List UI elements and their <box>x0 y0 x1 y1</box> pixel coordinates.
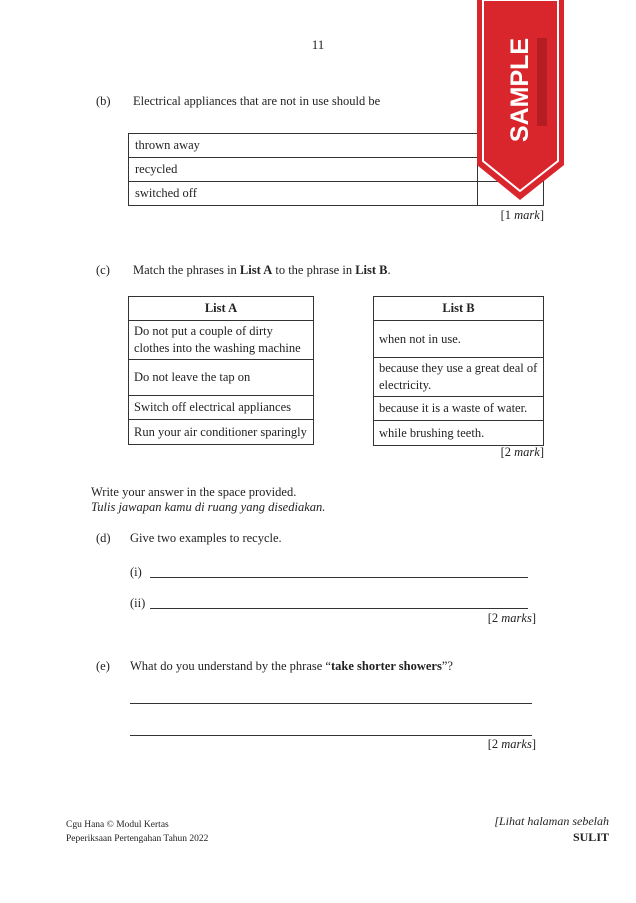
sample-text: SAMPLE <box>506 37 534 143</box>
list-a-table <box>128 296 314 445</box>
list-a-item[interactable]: Do not put a couple of dirty clothes into the washing machine <box>129 321 314 360</box>
sample-ribbon <box>475 0 566 200</box>
list-b-item[interactable]: while brushing teeth. <box>374 421 544 446</box>
list-b-item[interactable]: because it is a waste of water. <box>374 397 544 421</box>
question-b-text: Electrical appliances that are not in use should be <box>133 94 381 108</box>
question-e-text: What do you understand by the phrase “take shorter showers”? <box>130 659 453 673</box>
option-text: switched off <box>129 182 478 206</box>
instruction-malay: Tulis jawapan kamu di ruang yang disediakan. <box>91 500 326 514</box>
list-b-item[interactable]: because they use a great deal of electricity. <box>374 358 544 397</box>
list-a-header: List A <box>129 297 314 321</box>
question-b-label: (b) <box>96 94 111 108</box>
page-number: 11 <box>311 37 325 52</box>
list-a-item[interactable]: Run your air conditioner sparingly <box>129 420 314 445</box>
sample-ribbon-graphic <box>475 0 566 200</box>
question-d-sub-i: (i) <box>130 565 142 579</box>
instruction-english: Write your answer in the space provided. <box>91 485 297 499</box>
question-e-mark: [2 marks] <box>487 737 536 751</box>
footer-left <box>66 818 208 846</box>
list-a-item[interactable]: Switch off electrical appliances <box>129 396 314 420</box>
answer-line-d-i[interactable] <box>150 577 528 578</box>
list-a-item[interactable]: Do not leave the tap on <box>129 360 314 396</box>
answer-line-d-ii[interactable] <box>150 608 528 609</box>
footer-author: Cgu Hana © Modul Kertas <box>66 820 169 830</box>
question-d-mark: [2 marks] <box>487 611 536 625</box>
option-text: recycled <box>129 158 478 182</box>
answer-line-e-1[interactable] <box>130 703 532 704</box>
question-d-sub-ii: (ii) <box>130 596 146 610</box>
question-e-label: (e) <box>96 659 110 673</box>
footer-right <box>460 813 609 845</box>
list-b-item[interactable]: when not in use. <box>374 321 544 358</box>
question-b-mark: [1 mark] <box>500 208 544 222</box>
question-c-label: (c) <box>96 263 110 277</box>
footer-next-page: [Lihat halaman sebelah <box>494 814 609 828</box>
question-d-text: Give two examples to recycle. <box>130 531 282 545</box>
question-d-label: (d) <box>96 531 111 545</box>
question-c-mark: [2 mark] <box>500 445 544 459</box>
question-c-text: Match the phrases in List A to the phrase in List B. <box>133 263 391 277</box>
list-b-table <box>373 296 544 446</box>
footer-exam: Peperiksaan Pertengahan Tahun 2022 <box>66 834 209 844</box>
answer-line-e-2[interactable] <box>130 735 532 736</box>
list-b-header: List B <box>374 297 544 321</box>
ribbon-stripe <box>537 38 547 126</box>
option-text: thrown away <box>129 134 478 158</box>
footer-sulit: SULIT <box>572 830 609 844</box>
